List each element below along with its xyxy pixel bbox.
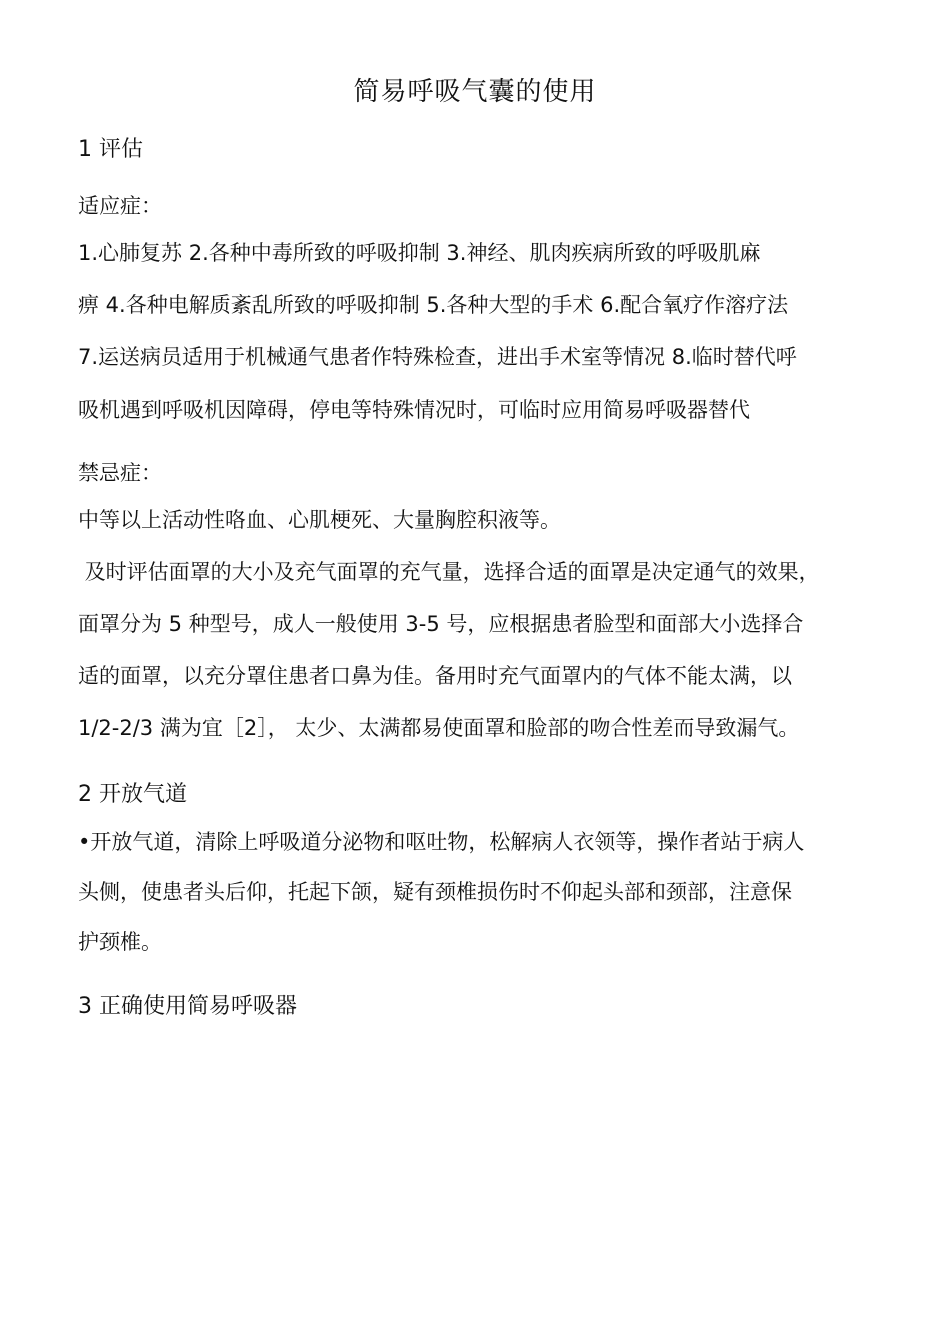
indications-line: 吸机遇到呼吸机因障碍，停电等特殊情况时，可临时应用简易呼吸器替代 <box>78 398 750 422</box>
mask-paragraph-line: 及时评估面罩的大小及充气面罩的充气量，选择合适的面罩是决定通气的效果， <box>78 560 820 584</box>
mask-paragraph-line: 1/2-2/3 满为宜［2］， 太少、太满都易使面罩和脸部的吻合性差而导致漏气。 <box>78 716 800 740</box>
mask-paragraph-line: 适的面罩，以充分罩住患者口鼻为佳。备用时充气面罩内的气体不能太满，以 <box>78 664 792 688</box>
indications-line: 1.心肺复苏 2.各种中毒所致的呼吸抑制 3.神经、肌肉疾病所致的呼吸肌麻 <box>78 241 761 265</box>
contraindications-text: 中等以上活动性咯血、心肌梗死、大量胸腔积液等。 <box>78 508 561 532</box>
section-3-heading: 3 正确使用简易呼吸器 <box>78 994 297 1019</box>
airway-paragraph-line: 头侧，使患者头后仰，托起下颌，疑有颈椎损伤时不仰起头部和颈部，注意保 <box>78 880 792 904</box>
section-2-heading: 2 开放气道 <box>78 782 187 807</box>
airway-paragraph-line: •开放气道，清除上呼吸道分泌物和呕吐物，松解病人衣领等，操作者站于病人 <box>78 830 805 854</box>
airway-paragraph-line: 护颈椎。 <box>78 930 162 954</box>
contraindications-label: 禁忌症： <box>78 461 162 485</box>
section-1-heading: 1 评估 <box>78 137 143 162</box>
document-title: 简易呼吸气囊的使用 <box>353 77 597 107</box>
indications-line: 痹 4.各种电解质紊乱所致的呼吸抑制 5.各种大型的手术 6.配合氧疗作溶疗法 <box>78 293 789 317</box>
indications-line: 7.运送病员适用于机械通气患者作特殊检查，进出手术室等情况 8.临时替代呼 <box>78 345 797 369</box>
indications-label: 适应症： <box>78 194 162 218</box>
mask-paragraph-line: 面罩分为 5 种型号，成人一般使用 3-5 号，应根据患者脸型和面部大小选择合 <box>78 612 804 636</box>
